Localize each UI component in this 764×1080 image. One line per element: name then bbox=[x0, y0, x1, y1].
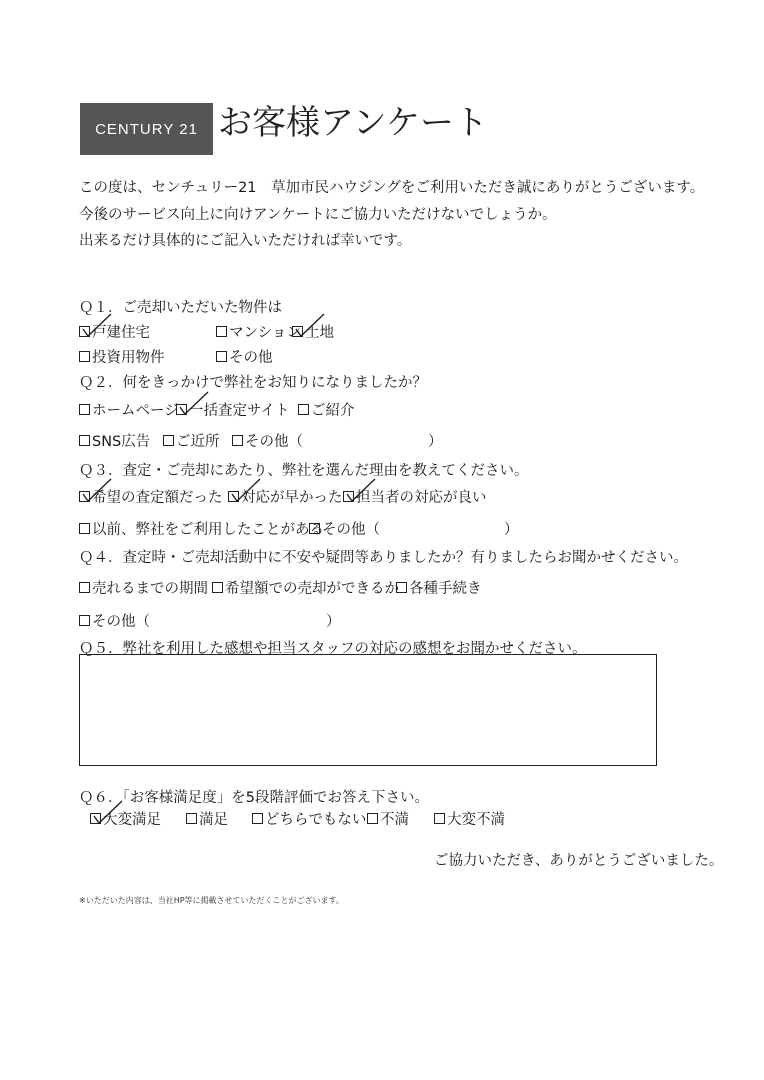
checkbox[interactable] bbox=[216, 326, 227, 337]
q6-label: Ｑ６．「お客様満足度」を5段階評価でお答え下さい。 bbox=[79, 790, 429, 806]
q4-label: Ｑ４．査定時・ご売却活動中に不安や疑問等ありましたか？有りましたらお聞かせください。 bbox=[79, 550, 688, 566]
checkbox[interactable] bbox=[216, 351, 227, 362]
q3-option-used-before[interactable]: 以前、弊社をご利用したことがある bbox=[79, 518, 324, 539]
q5-answer-field[interactable] bbox=[79, 654, 657, 766]
checkbox-checked[interactable] bbox=[228, 491, 239, 502]
q2-option-neighbor[interactable]: ご近所 bbox=[163, 430, 220, 451]
q1-option-land[interactable]: 土地 bbox=[292, 321, 334, 342]
q4-option-procedures[interactable]: 各種手続き bbox=[396, 577, 482, 598]
q4-option-sale-period[interactable]: 売れるまでの期間 bbox=[79, 577, 208, 598]
q2-option-sns-ad[interactable]: SNS広告 bbox=[79, 430, 150, 451]
q3-option-good-staff[interactable]: 担当者の対応が良い bbox=[343, 486, 487, 507]
q3-other-close-paren: ） bbox=[504, 522, 519, 538]
checkbox[interactable] bbox=[309, 523, 320, 534]
checkbox[interactable] bbox=[79, 582, 90, 593]
checkbox-checked[interactable] bbox=[292, 326, 303, 337]
checkbox[interactable] bbox=[396, 582, 407, 593]
checkbox[interactable] bbox=[163, 435, 174, 446]
q2-option-other[interactable]: その他（ bbox=[232, 430, 303, 451]
q1-option-investment[interactable]: 投資用物件 bbox=[79, 346, 165, 367]
thanks-text: ご協力いただき、ありがとうございました。 bbox=[434, 853, 724, 869]
checkbox[interactable] bbox=[79, 404, 90, 415]
q6-option-satisfied[interactable]: 満足 bbox=[186, 808, 228, 829]
checkbox[interactable] bbox=[79, 351, 90, 362]
checkbox[interactable] bbox=[79, 615, 90, 626]
checkbox[interactable] bbox=[367, 813, 378, 824]
checkbox[interactable] bbox=[232, 435, 243, 446]
q3-option-appraisal-price[interactable]: 希望の査定額だった bbox=[79, 486, 223, 507]
footnote: ※いただいた内容は、当社HP等に掲載させていただくことがございます。 bbox=[79, 896, 344, 905]
q2-option-referral[interactable]: ご紹介 bbox=[298, 399, 355, 420]
q6-option-dissatisfied[interactable]: 不満 bbox=[367, 808, 409, 829]
q1-option-detached-house[interactable]: 戸建住宅 bbox=[79, 321, 150, 342]
q4-other-close-paren: ） bbox=[326, 614, 341, 630]
q1-option-condominium[interactable]: マンション bbox=[216, 321, 301, 342]
checkbox-checked[interactable] bbox=[79, 326, 90, 337]
checkbox[interactable] bbox=[434, 813, 445, 824]
checkbox[interactable] bbox=[252, 813, 263, 824]
q6-option-neutral[interactable]: どちらでもない bbox=[252, 808, 366, 829]
q3-option-other[interactable]: その他（ bbox=[309, 518, 380, 539]
checkbox[interactable] bbox=[298, 404, 309, 415]
checkbox[interactable] bbox=[79, 435, 90, 446]
q5-label: Ｑ５．弊社を利用した感想や担当スタッフの対応の感想をお聞かせください。 bbox=[79, 641, 587, 657]
q4-option-desired-price[interactable]: 希望額での売却ができるか bbox=[212, 577, 399, 598]
checkbox[interactable] bbox=[186, 813, 197, 824]
intro-line-3: 出来るだけ具体的にご記入いただければ幸いです。 bbox=[79, 233, 412, 249]
q3-label: Ｑ３．査定・ご売却にあたり、弊社を選んだ理由を教えてください。 bbox=[79, 463, 529, 479]
checkbox[interactable] bbox=[212, 582, 223, 593]
century21-logo: CENTURY 21 bbox=[80, 103, 213, 155]
q1-label: Ｑ１．ご売却いただいた物件は bbox=[79, 300, 282, 316]
checkbox-checked[interactable] bbox=[343, 491, 354, 502]
intro-line-1: この度は、センチュリー21 草加市民ハウジングをご利用いただき誠にありがとうございます。 bbox=[79, 180, 705, 196]
q2-other-close-paren: ） bbox=[428, 434, 443, 450]
q4-option-other[interactable]: その他（ bbox=[79, 610, 150, 631]
q1-option-other[interactable]: その他 bbox=[216, 346, 273, 367]
page-title: お客様アンケート bbox=[218, 103, 488, 143]
q2-label: Ｑ２．何をきっかけで弊社をお知りになりましたか？ bbox=[79, 375, 427, 391]
intro-line-2: 今後のサービス向上に向けアンケートにご協力いただけないでしょうか。 bbox=[79, 207, 557, 223]
q6-option-very-satisfied[interactable]: 大変満足 bbox=[90, 808, 161, 829]
checkbox-checked[interactable] bbox=[79, 491, 90, 502]
q2-option-homepage[interactable]: ホームページ bbox=[79, 399, 179, 420]
checkbox-checked[interactable] bbox=[90, 813, 101, 824]
q3-option-quick-response[interactable]: 対応が早かった bbox=[228, 486, 343, 507]
checkbox-checked[interactable] bbox=[176, 404, 187, 415]
checkbox[interactable] bbox=[79, 523, 90, 534]
q6-option-very-dissatisfied[interactable]: 大変不満 bbox=[434, 808, 505, 829]
q2-option-bulk-appraisal[interactable]: 一括査定サイト bbox=[176, 399, 289, 420]
